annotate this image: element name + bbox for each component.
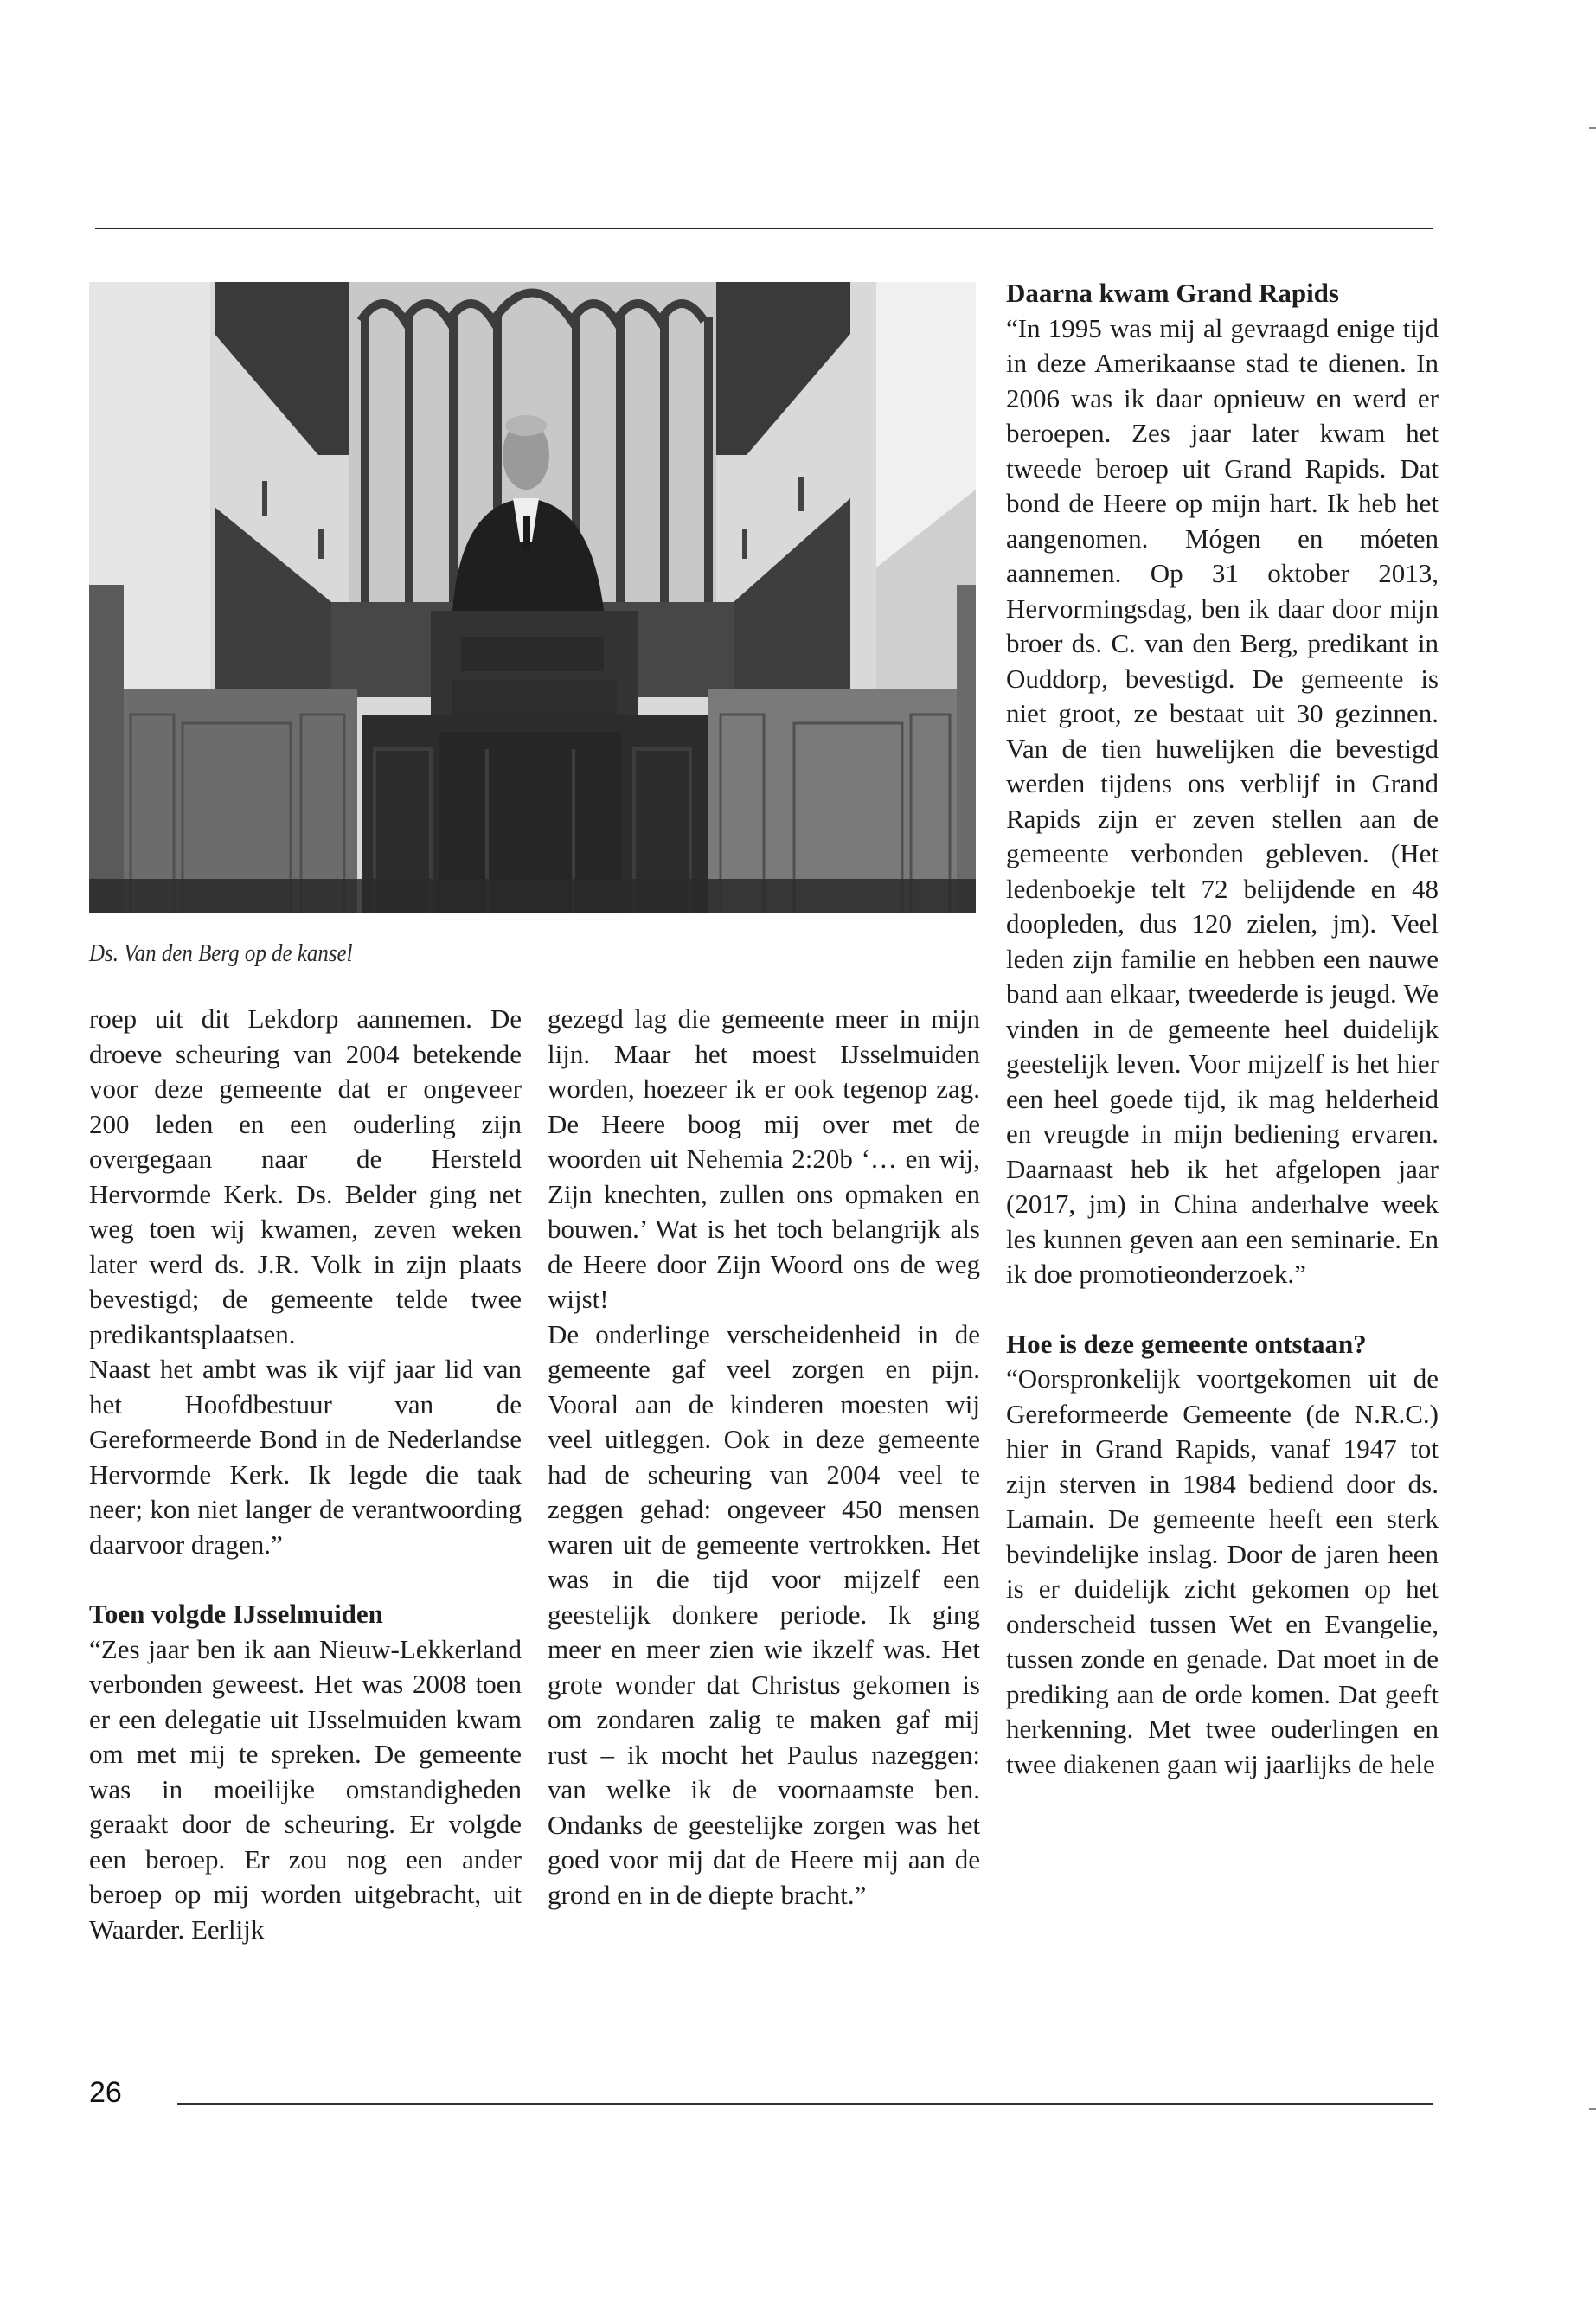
paragraph: “Zes jaar ben ik aan Nieuw-Lekkerland verbonden geweest. Het was 2008 toen er een delegatie uit IJsselmuiden kwam om met mij te spreken. De gemeente was in moeilijke omstandigheden geraakt door de scheuring. Er volgde een beroep. Er zou nog een ander beroep op mij worden uitgebracht, uit Waarder. Eerlijk xyxy=(89,1633,522,1945)
article-column-middle xyxy=(548,1002,980,1913)
paragraph-spacer xyxy=(89,1562,522,1597)
header-rule xyxy=(95,228,1433,229)
paragraph: roep uit dit Lekdorp aannemen. De droeve scheuring van 2004 betekende voor deze gemeente dat er ongeveer 200 leden en een ouderling zijn overgegaan naar de Hersteld Hervormde Kerk. Ds. Belder ging net weg toen wij kwamen, zeven weken later werd ds. J.R. Volk in zijn plaats bevestigd; de gemeente telde twee predikantsplaatsen. xyxy=(89,1003,522,1349)
crop-mark xyxy=(1589,127,1596,129)
paragraph: “In 1995 was mij al gevraagd enige tijd in deze Amerikaanse stad te dienen. In 2006 was ik daar opnieuw en werd er beroepen. Zes jaar later kwam het tweede beroep uit Grand Rapids. Dat bond de Heere op mijn hart. Ik heb het aangenomen. Mógen en móeten aannemen. Op 31 oktober 2013, Hervormingsdag, ben ik daar door mijn broer ds. C. van den Berg, predikant in Ouddorp, bevestigd. De gemeente is niet groot, ze bestaat uit 30 gezinnen. Van de tien huwelijken die bevestigd werden tijdens ons verblijf in Grand Rapids zijn er zeven stellen aan de gemeente verbonden gebleven. (Het ledenboekje telt 72 belijdende en 48 doopleden, dus 120 zielen, jm). Veel leden zijn familie en hebben een nauwe band aan elkaar, tweederde is jeugd. We vinden in de gemeente heel duidelijk geestelijk leven. Voor mijzelf is het hier een heel goede tijd, ik mag helderheid en vreugde in mijn bediening ervaren. Daarnaast heb ik het afgelopen jaar (2017, jm) in China anderhalve week les kunnen geven aan een seminarie. En ik doe promotieonderzoek.” xyxy=(1006,312,1439,1289)
paragraph: “Oorspronkelijk voortgekomen uit de Gereformeerde Gemeente (de N.R.C.) hier in Grand Rapids, vanaf 1947 tot zijn sterven in 1984 bediend door ds. Lamain. De gemeente heeft een sterk bevindelijke inslag. Door de jaren heen is er duidelijk zicht gekomen op het onderscheid tussen Wet en Evangelie, tussen zonde en genade. Dat moet in de prediking aan de orde komen. Dat geeft herkenning. Met twee ouderlingen en twee diakenen gaan wij jaarlijks de hele xyxy=(1006,1363,1439,1779)
pulpit-photo xyxy=(89,282,976,913)
paragraph: De onderlinge verscheidenheid in de gemeente gaf veel zorgen en pijn. Vooral aan de kinderen moesten wij veel uitleggen. Ook in deze gemeente had de scheuring van 2004 veel te zeggen gehad: ongeveer 450 mensen waren uit de gemeente vertrokken. Het was in die tijd voor mijzelf een geestelijk donkere periode. Ik ging meer en meer zien wie ikzelf was. Het grote wonder dat Christus gekomen is om zondaren zalig te maken gaf mij rust – ik mocht het Paulus nazeggen: van welke ik de voornaamste ben. Ondanks de geestelijke zorgen was het goed voor mij dat de Heere mij aan de grond en in de diepte bracht.” xyxy=(548,1318,980,1910)
section-heading: Hoe is deze gemeente ontstaan? xyxy=(1006,1328,1367,1359)
article-column-right xyxy=(1006,276,1439,1782)
paragraph: gezegd lag die gemeente meer in mijn lijn. Maar het moest IJsselmuiden worden, hoezeer ik er ook tegenop zag. De Heere boog mij over met de woorden uit Nehemia 2:20b ‘… en wij, Zijn knechten, zullen ons opmaken en bouwen.’ Wat is het toch belangrijk als de Heere door Zijn Woord ons de weg wijst! xyxy=(548,1003,980,1314)
photo-caption: Ds. Van den Berg op de kansel xyxy=(89,939,353,967)
paragraph: Naast het ambt was ik vijf jaar lid van het Hoofdbestuur van de Gereformeerde Bond in de Nederlandse Hervormde Kerk. Ik legde die taak neer; kon niet langer de verantwoording daarvoor dragen.” xyxy=(89,1354,522,1560)
paragraph-spacer xyxy=(1006,1292,1439,1327)
section-heading: Toen volgde IJsselmuiden xyxy=(89,1599,383,1629)
crop-mark xyxy=(1589,2108,1596,2110)
footer-rule xyxy=(177,2103,1433,2105)
page-number: 26 xyxy=(89,2076,122,2109)
photo-illustration xyxy=(89,282,976,913)
article-column-left xyxy=(89,1002,522,1947)
section-heading: Daarna kwam Grand Rapids xyxy=(1006,278,1339,308)
